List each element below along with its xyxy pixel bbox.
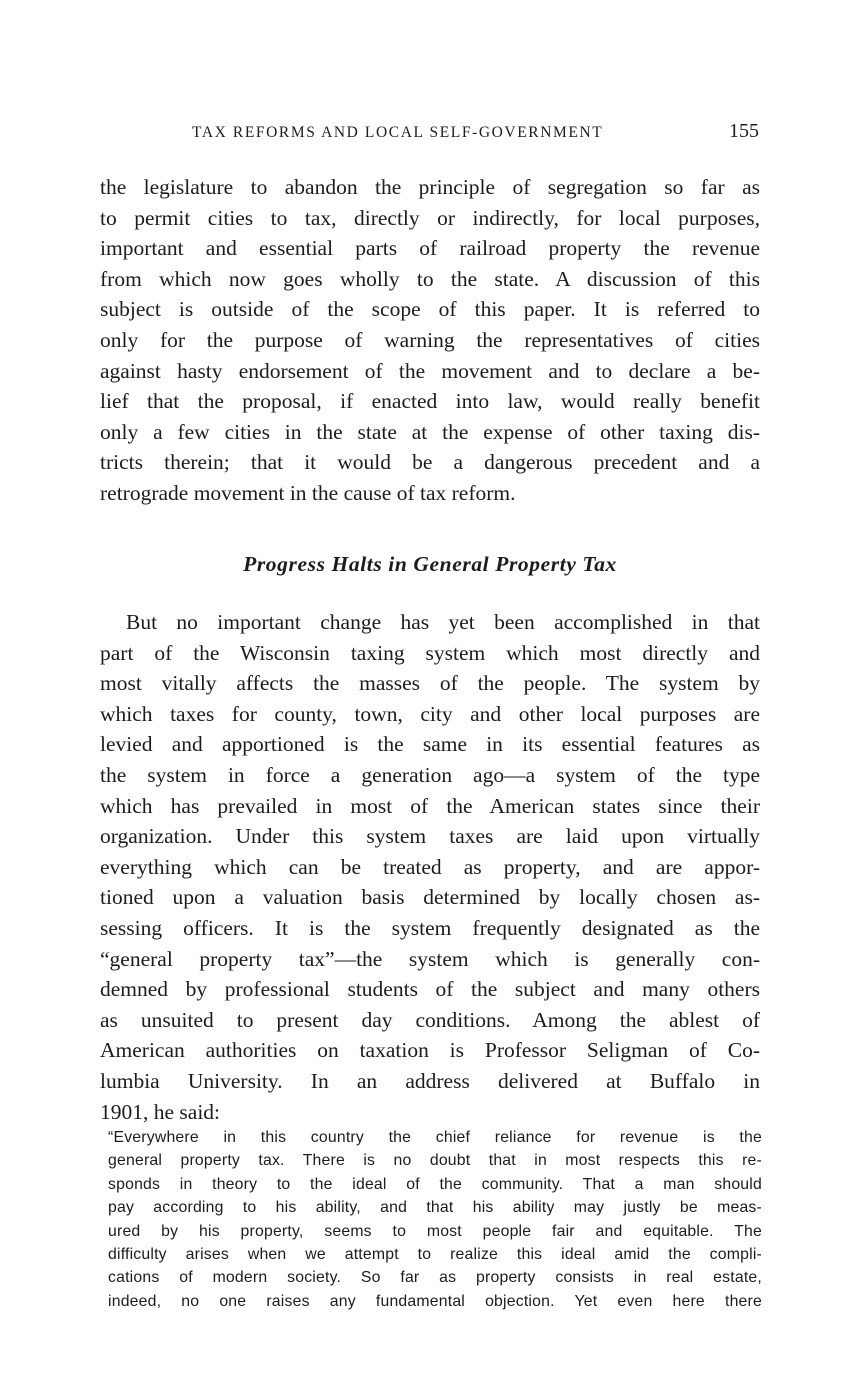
text-line: to permit cities to tax, directly or indirectly, for local purposes, [100, 205, 760, 230]
quote-line: “Everywhere in this country the chief reliance for revenue is the [108, 1129, 762, 1146]
quote-line: sponds in theory to the ideal of the community. That a man should [108, 1175, 762, 1193]
quote-line: pay according to his ability, and that his ability may justly be meas- [108, 1199, 762, 1217]
text-line: important and essential parts of railroad property the revenue [100, 236, 760, 261]
text-line: which taxes for county, town, city and other local purposes are [100, 701, 760, 726]
text-line: lumbia University. In an address delivered at Buffalo in [100, 1068, 760, 1093]
text-line: most vitally affects the masses of the people. The system by [100, 671, 760, 696]
text-line: part of the Wisconsin taxing system which most directly and [100, 640, 760, 665]
quote-line: general property tax. There is no doubt that in most respects this re- [108, 1152, 762, 1170]
quote-line: indeed, no one raises any fundamental objection. Yet even here there [108, 1292, 762, 1310]
text-line: the legislature to abandon the principle of segregation so far as [100, 175, 760, 199]
text-line: tioned upon a valuation basis determined by locally chosen as- [100, 885, 760, 910]
text-line: retrograde movement in the cause of tax reform. [100, 480, 516, 505]
section-heading: Progress Halts in General Property Tax [243, 552, 617, 576]
text-line: organization. Under this system taxes are laid upon virtually [100, 824, 760, 849]
page-number: 155 [729, 120, 759, 142]
text-line: only for the purpose of warning the representatives of cities [100, 327, 760, 352]
text-line: American authorities on taxation is Professor Seligman of Co- [100, 1038, 760, 1063]
text-line: 1901, he said: [100, 1099, 221, 1124]
text-line: the system in force a generation ago—a system of the type [100, 762, 760, 787]
text-line: which has prevailed in most of the American states since their [100, 793, 760, 818]
text-line: levied and apportioned is the same in its essential features as [100, 732, 760, 757]
quote-line: difficulty arises when we attempt to realize this ideal amid the compli- [108, 1245, 762, 1263]
quote-line: ured by his property, seems to most people fair and equitable. The [108, 1222, 762, 1240]
text-line: against hasty endorsement of the movement and to declare a be- [100, 358, 760, 383]
text-line: demned by professional students of the subject and many others [100, 977, 760, 1002]
quote-line: cations of modern society. So far as property consists in real estate, [108, 1269, 762, 1287]
text-line: everything which can be treated as property, and are appor- [100, 854, 760, 879]
text-line: sessing officers. It is the system frequently designated as the [100, 915, 760, 940]
text-line: “general property tax”—the system which is generally con- [100, 946, 760, 971]
running-head [100, 120, 765, 150]
text-line: from which now goes wholly to the state. A discussion of this [100, 266, 760, 291]
text-line: subject is outside of the scope of this paper. It is referred to [100, 297, 760, 322]
text-line: only a few cities in the state at the expense of other taxing dis- [100, 419, 760, 444]
paragraph-general-property-tax [100, 607, 760, 1127]
text-line: lief that the proposal, if enacted into law, would really benefit [100, 389, 760, 414]
text-line: tricts therein; that it would be a dangerous precedent and a [100, 450, 760, 475]
text-line: as unsuited to present day conditions. Among the ablest of [100, 1007, 760, 1032]
paragraph-segregation [100, 172, 760, 509]
text-line: But no important change has yet been accomplished in that [126, 610, 760, 634]
running-title: TAX REFORMS AND LOCAL SELF-GOVERNMENT [192, 124, 604, 141]
seligman-quotation [108, 1126, 762, 1313]
